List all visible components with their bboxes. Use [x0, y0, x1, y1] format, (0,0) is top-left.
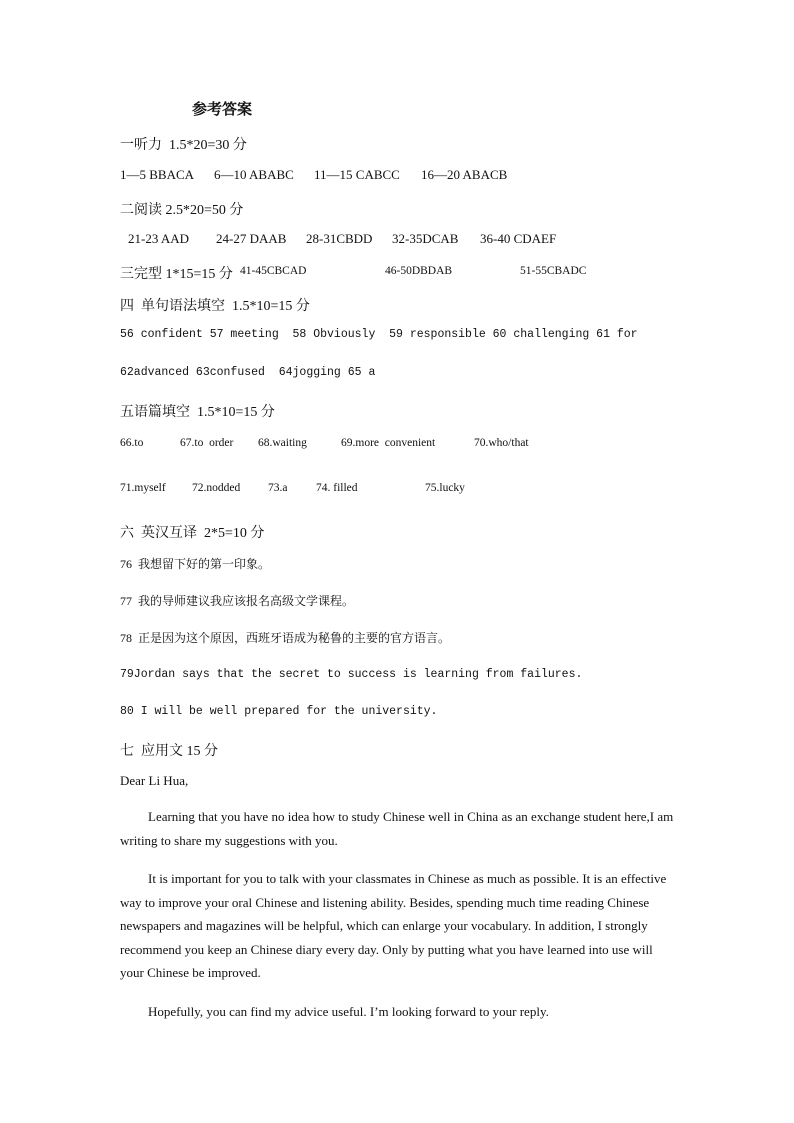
fill-answer: 68.waiting [258, 437, 307, 449]
page-title: 参考答案 [192, 102, 253, 118]
answer-group: 28-31CBDD [306, 231, 373, 246]
fill-answer: 70.who/that [474, 437, 529, 449]
translation-answer: 80 I will be well prepared for the university. [120, 705, 438, 718]
letter-paragraph: It is important for you to talk with your classmates in Chinese as much as possible. It is an effective way to improve your oral Chinese and listening ability. Besides, spending much time reading Chinese newspapers and magazines will be helpful, which can enlarge your vocabulary. In addition, I strongly recommend you keep an Chinese diary every day. Only by putting what you have learned into use will your Chinese be improved. [120, 871, 667, 980]
answer-group: 6—10 ABABC [214, 167, 294, 182]
fill-answer: 69.more convenient [341, 437, 436, 449]
section-cloze-heading: 三完型 1*15=15 分 [120, 267, 233, 282]
section-writing-heading: 七 应用文 15 分 [120, 744, 218, 759]
answer-group: 41-45CBCAD [240, 265, 307, 277]
answer-group: 16—20 ABACB [421, 167, 508, 182]
translation-answer: 79Jordan says that the secret to success is learning from failures. [120, 668, 583, 681]
grammar-answers-line: 56 confident 57 meeting 58 Obviously 59 responsible 60 challenging 61 for [120, 328, 638, 341]
answer-group: 24-27 DAAB [216, 231, 287, 246]
fill-answer: 75.lucky [425, 482, 465, 494]
letter-paragraph: Learning that you have no idea how to study Chinese well in China as an exchange student here,I am writing to share my suggestions with you. [120, 809, 674, 848]
section-passage-fill-heading: 五语篇填空 1.5*10=15 分 [120, 405, 275, 420]
letter-paragraph: Hopefully, you can find my advice useful. I’m looking forward to your reply. [148, 1004, 549, 1019]
fill-answer: 66.to [120, 437, 144, 449]
answer-group: 1—5 BBACA [120, 167, 195, 182]
answer-group: 51-55CBADC [520, 265, 587, 277]
fill-answer: 67.to order [180, 437, 234, 449]
section-reading-heading: 二阅读 2.5*20=50 分 [120, 203, 244, 218]
section-listening-heading: 一听力 1.5*20=30 分 [120, 138, 247, 153]
fill-answer: 71.myself [120, 482, 166, 494]
fill-answer: 72.nodded [192, 482, 241, 494]
answer-group: 46-50DBDAB [385, 265, 453, 277]
fill-answer: 73.a [268, 482, 288, 494]
section-grammar-heading: 四 单句语法填空 1.5*10=15 分 [120, 299, 310, 314]
fill-answer: 74. filled [316, 482, 358, 494]
translation-answer: 77 我的导师建议我应该报名高级文学课程。 [120, 594, 355, 608]
answer-group: 11—15 CABCC [314, 167, 400, 182]
letter-greeting: Dear Li Hua, [120, 773, 189, 788]
grammar-answers-line: 62advanced 63confused 64jogging 65 a [120, 366, 376, 379]
translation-answer: 78 正是因为这个原因，西班牙语成为秘鲁的主要的官方语言。 [120, 631, 451, 645]
answer-group: 36-40 CDAEF [480, 231, 557, 246]
answer-group: 32-35DCAB [392, 231, 459, 246]
translation-answer: 76 我想留下好的第一印象。 [120, 557, 271, 571]
section-translation-heading: 六 英汉互译 2*5=10 分 [120, 526, 265, 541]
answer-group: 21-23 AAD [128, 231, 190, 246]
